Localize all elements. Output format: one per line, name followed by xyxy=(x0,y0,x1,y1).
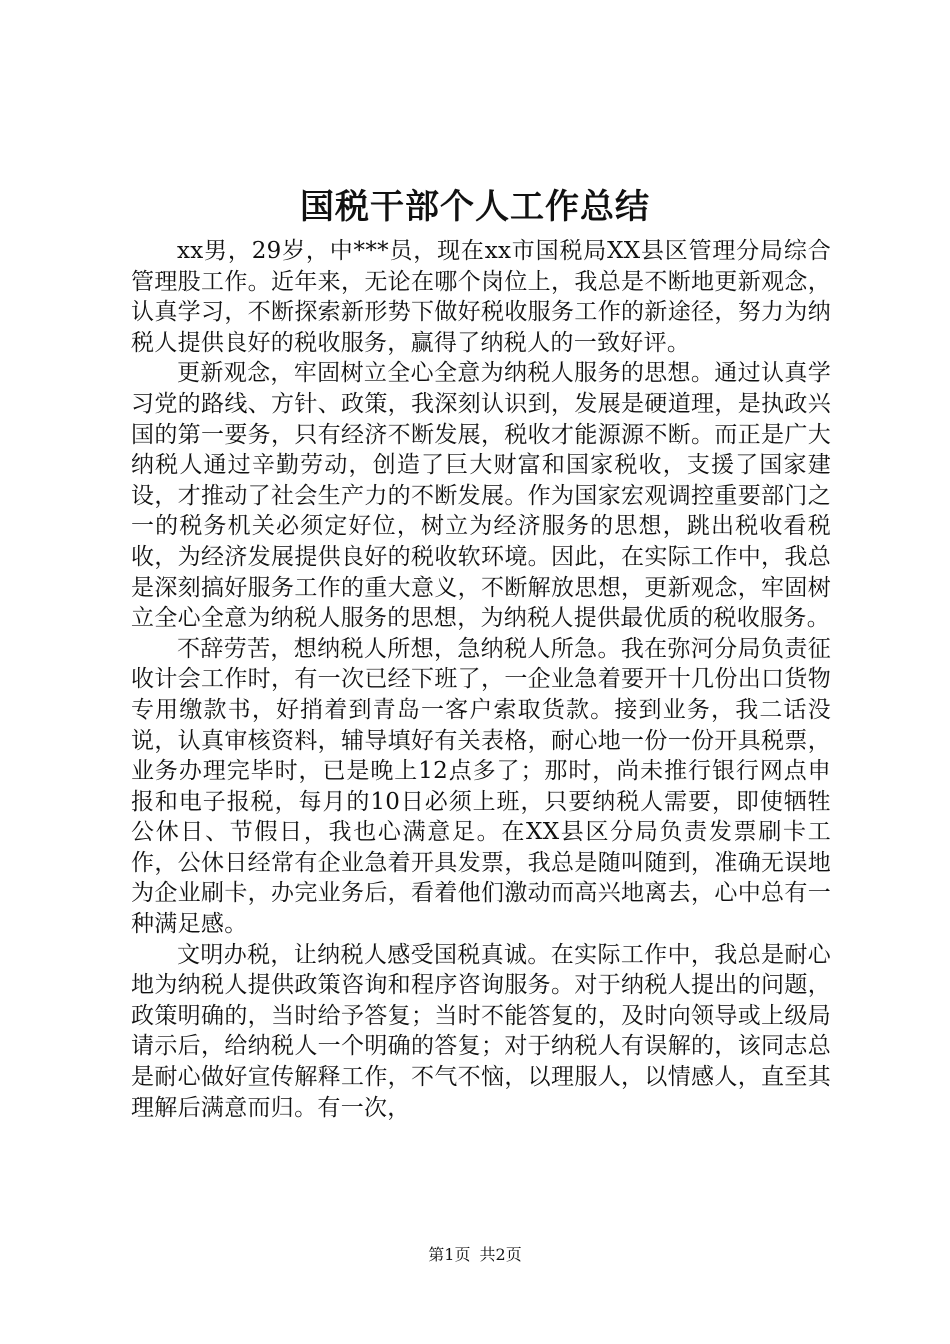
paragraph-intro: xx男，29岁，中***员，现在xx市国税局XX县区管理分局综合管理股工作。近年来，无论在哪个岗位上，我总是不断地更新观念，认真学习，不断探索新形势下做好税收服务工作的新途径，努力为纳税人提供良好的税收服务，赢得了纳税人的一致好评。 xyxy=(131,238,831,356)
document-body xyxy=(131,236,831,1123)
page-total: 共2页 xyxy=(479,1245,522,1264)
paragraph-hard-work: 不辞劳苦，想纳税人所想，急纳税人所急。我在弥河分局负责征收计会工作时，有一次已经下班了，一企业急着要开十几份出口货物专用缴款书，好捎着到青岛一客户索取货款。接到业务，我二话没说，认真审核资料，辅导填好有关表格，耐心地一份一份开具税票，业务办理完毕时，已是晚上12点多了；那时，尚未推行银行网点申报和电子报税，每月的10日必须上班，只要纳税人需要，即使牺牲公休日、节假日，我也心满意足。在XX县区分局负责发票刷卡工作，公休日经常有企业急着开具发票，我总是随叫随到，准确无误地为企业刷卡，办完业务后，看着他们激动而高兴地离去，心中总有一种满足感。 xyxy=(131,635,831,938)
page-number: 第1页 xyxy=(428,1245,471,1264)
paragraph-civilized-service: 文明办税，让纳税人感受国税真诚。在实际工作中，我总是耐心地为纳税人提供政策咨询和程序咨询服务。对于纳税人提出的问题，政策明确的，当时给予答复；当时不能答复的，及时向领导或上级局请示后，给纳税人一个明确的答复；对于纳税人有误解的，该同志总是耐心做好宣传解释工作，不气不恼，以理服人，以情感人，直至其理解后满意而归。有一次， xyxy=(131,941,831,1121)
page-footer xyxy=(0,1244,950,1266)
paragraph-update-concept: 更新观念，牢固树立全心全意为纳税人服务的思想。通过认真学习党的路线、方针、政策，我深刻认识到，发展是硬道理，是执政兴国的第一要务，只有经济不断发展，税收才能源源不断。而正是广大纳税人通过辛勤劳动，创造了巨大财富和国家税收，支援了国家建设，才推动了社会生产力的不断发展。作为国家宏观调控重要部门之一的税务机关必须定好位，树立为经济服务的思想，跳出税收看税收，为经济发展提供良好的税收软环境。因此，在实际工作中，我总是深刻搞好服务工作的重大意义，不断解放思想，更新观念，牢固树立全心全意为纳税人服务的思想，为纳税人提供最优质的税收服务。 xyxy=(131,360,831,632)
document-title: 国税干部个人工作总结 xyxy=(300,187,650,227)
